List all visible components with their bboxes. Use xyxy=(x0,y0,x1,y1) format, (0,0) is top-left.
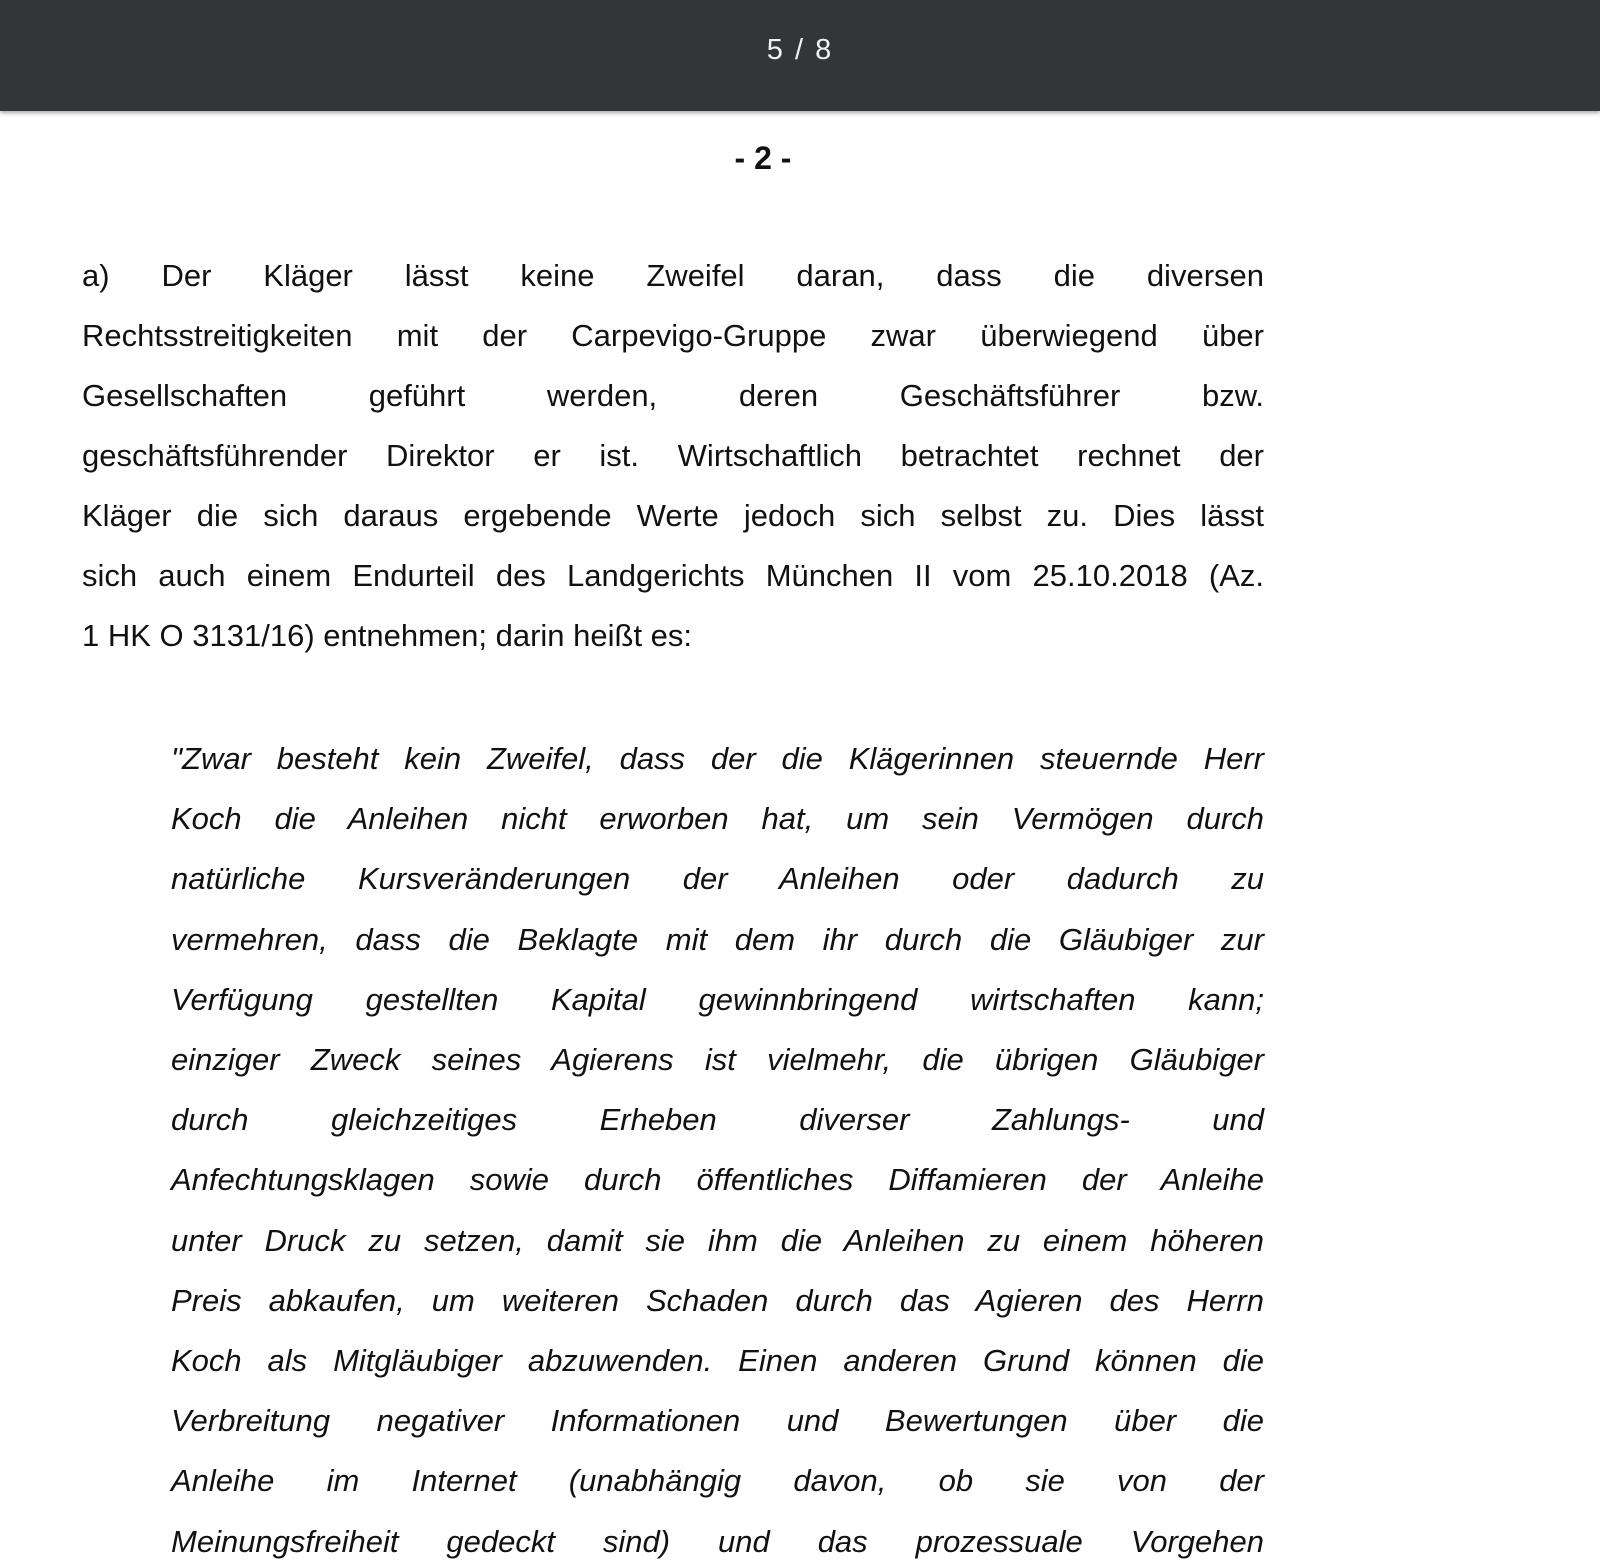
page-label: - 2 - xyxy=(734,140,792,176)
paragraph-line: sich auch einem Endurteil des Landgerichts München II vom 25.10.2018 (Az. xyxy=(82,558,1264,593)
pdf-viewer-toolbar xyxy=(0,0,1600,111)
quote-line: Koch die Anleihen nicht erworben hat, um sein Vermögen durch xyxy=(171,801,1264,837)
quote-line: unter Druck zu setzen, damit sie ihm die Anleihen zu einem höheren xyxy=(171,1222,1264,1258)
page-indicator: 5 / 8 xyxy=(766,34,834,66)
quote-line: Meinungsfreiheit gedeckt sind) und das prozessuale Vorgehen xyxy=(171,1523,1264,1559)
paragraph-line: Kläger die sich daraus ergebende Werte jedoch sich selbst zu. Dies lässt xyxy=(82,498,1264,533)
paragraph-line: Gesellschaften geführt werden, deren Geschäftsführer bzw. xyxy=(82,378,1264,413)
paragraph-line: a) Der Kläger lässt keine Zweifel daran, dass die diversen xyxy=(82,258,1264,293)
quote-line: Verfügung gestellten Kapital gewinnbringend wirtschaften kann; xyxy=(171,981,1264,1017)
paragraph-line: 1 HK O 3131/16) entnehmen; darin heißt es: xyxy=(82,618,693,653)
quote-line: vermehren, dass die Beklagte mit dem ihr durch die Gläubiger zur xyxy=(171,921,1264,957)
quote-line: Verbreitung negativer Informationen und Bewertungen über die xyxy=(171,1403,1264,1439)
quote-line: Koch als Mitgläubiger abzuwenden. Einen anderen Grund können die xyxy=(171,1343,1264,1378)
quote-line: durch gleichzeitiges Erheben diverser Zahlungs- und xyxy=(171,1102,1264,1138)
quote-line: Anfechtungsklagen sowie durch öffentliches Diffamieren der Anleihe xyxy=(171,1162,1264,1198)
paragraph-line: Rechtsstreitigkeiten mit der Carpevigo-Gruppe zwar überwiegend über xyxy=(82,318,1264,353)
quote-line: Preis abkaufen, um weiteren Schaden durch das Agieren des Herrn xyxy=(171,1282,1264,1318)
quote-line: einziger Zweck seines Agierens ist vielmehr, die übrigen Gläubiger xyxy=(171,1042,1264,1077)
quote-line: "Zwar besteht kein Zweifel, dass der die Klägerinnen steuernde Herr xyxy=(171,741,1264,776)
quote-line: natürliche Kursveränderungen der Anleihen oder dadurch zu xyxy=(171,861,1264,897)
paragraph-line: geschäftsführender Direktor er ist. Wirtschaftlich betrachtet rechnet der xyxy=(82,438,1264,473)
quote-line: Anleihe im Internet (unabhängig davon, ob sie von der xyxy=(171,1463,1264,1499)
